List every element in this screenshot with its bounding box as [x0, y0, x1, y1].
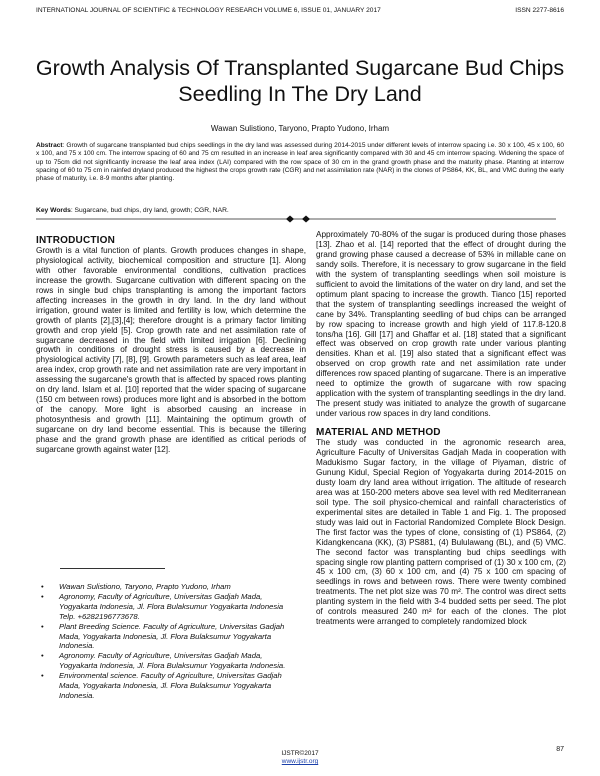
authors: Wawan Sulistiono, Taryono, Prapto Yudono, Irham — [210, 124, 390, 133]
abstract — [36, 142, 564, 183]
right-paragraph: Approximately 70-80% of the sugar is produced during those phases [13]. Zhao et al. [14] reported that the effect of drought during the grand growing phase caused a decrease of 53% in millable cane on sandy soils. Therefore, it is necessary to grow sugarcane in the field with the system of transplanting seedlings when soil moisture is sufficient to avoid the limitations of the water on dry land, and set the optimum plant spacing to increase the growth. Tianco [15] reported that the system of transplanting seedlings increased the weight of cane by 34%. Transplanting seedling of bud chips can be arranged by row spacing to increase growth and high yield of 117.8-120.8 tons/ha [16]. Gill [17] and Ghaffar et al. [18] stated that a significant effect was observed on crop growth rate under various planting densities. Khan et al. [19] also stated that a significant effect was observed on crop growth rate and net assimilation rate under differences row spaced planting of sugarcane. There is an imperative need to optimize the growth of sugarcane with row spacing application with the system of transplanting seedlings in the dry land. The present study was initiated to analyze the growth of sugarcane under various row spaces in dry land conditions. — [316, 230, 567, 419]
abstract-label: Abstract — [36, 142, 63, 149]
running-header — [36, 7, 564, 14]
keywords-label: Key Words — [36, 207, 71, 214]
method-heading: MATERIAL AND METHOD — [316, 427, 441, 439]
intro-paragraph: Growth is a vital function of plants. Growth produces changes in shape, physiological activity, biochemical composition and structure [1]. Along with other favorable environmental conditions, cultivation practices increase the growth. Sugarcane cultivation with different spacing on the rows in single bud chips transplanting is among the important factors affecting increases in the growth in dry land. In the dry land without irrigation, ground water is limited and fertility is low, which determine the growth of plants [2],[3],[4]; therefore drought is a primary factor limiting growth and crop yield [5]. Crop growth rate and net assimilation rate of sugarcane decreased in the field with limited irrigation [6]. Declining growth in conditions of drought stress is caused by a decrease in physiological activity [7], [8], [9]. Growth parameters such as leaf area, leaf area index, crop growth rate and net assimilation rate are very important in assessing the sugarcane's growth that is affected by spaced rows planting on dry land. Islam et al. [10] reported that the wider spacing of sugarcane (150 cm between rows) produces more light and is absorbed in the bottom of the canopy. More light is absorbed causing an increase in photosynthesis and growth [11]. Maintaining the optimum growth of sugarcane on dry land become essential. This is because the tillering phase and the grand growth phase are identified as critical periods of sugarcane growth against water [12]. — [36, 245, 306, 455]
journal-link[interactable]: www.ijstr.org — [281, 758, 319, 765]
footnote-item: • Agronomy, Faculty of Agriculture, Universitas Gadjah Mada, Yogyakarta Indonesia, Jl. Flora Bulaksumur Yogyakarta Indonesia Telp. +6282196773678. — [36, 592, 286, 621]
journal-name: INTERNATIONAL JOURNAL OF SCIENTIFIC & TECHNOLOGY RESEARCH VOLUME 6, ISSUE 01, JANUARY 2017 — [36, 7, 381, 14]
footnote-item: • Agronomy. Faculty of Agriculture, Universitas Gadjah Mada, Yogyakarta Indonesia, Jl. Flora Bulaksumur Yogyakarta Indonesia. — [36, 651, 286, 670]
footnote-item: • Plant Breeding Science. Faculty of Agriculture, Universitas Gadjah Mada, Yogyakarta Indonesia, Jl. Flora Bulaksumur Yogyakarta Indonesia. — [36, 622, 286, 651]
publisher-mark: IJSTR©2017 — [281, 750, 319, 757]
keywords — [36, 207, 564, 214]
footnotes — [36, 582, 286, 701]
page-number: 87 — [556, 746, 564, 753]
method-paragraph: The study was conducted in the agronomic research area, Agriculture Faculty of Universitas Gadjah Mada in cooperation with Madukismo Sugar factory, in the village of Piyaman, distric of Gunung Kidul, Special Region of Yogyakarta during 2014-2015 on dusty loam dry land area without irrigation. The altitude of research area was at 150-200 meters above sea level with red Mediterranean soil type. The soil physico-chemical and rainfall characteristics of experimental sites are detailed in Table 1 and Fig. 1. The proposed study was laid out in Factorial Randomized Complete Block Design. The first factor was the types of clone, consisting of (1) PS864, (2) Kidangkencana (KK), (3) PS881, (4) Bululawang (BL), and (5) VMC. The second factor was transplanting bud chips seedlings with spacing single row planting pattern comprised of (1) 30 x 100 cm, (2) 45 x 100 cm, (3) 60 x 100 cm, and (4) 75 x 100 cm spacing of seedlings in rows and between rows. There were twenty combined treatments. The net plot size was 70 m². The control was direct setts planting system in the field with 3-4 budded setts per seed. The plot of controls measured 240 m² for each of the clones. The plot treatments were arranged to completely randomized block — [316, 438, 566, 627]
section-divider — [36, 214, 564, 224]
footnote-rule — [60, 568, 165, 569]
intro-heading: INTRODUCTION — [36, 235, 116, 246]
abstract-text: : Growth of sugarcane transplanted bud chips seedlings in the dry land was assessed during 2014-2015 under different levels of interrow spacing i.e. 30 x 100, 45 x 100, 60 x 100, and 75 x 100 cm. The interrow spacing of 60 and 75 cm resulted in an increase in leaf area significantly compared with 30 and 45 cm interrow spacing. Widening the space of up to 75cm did not significantly increase the leaf area index (LAI) compared with the row space of 30 cm in the grand growth phase and the maturity phase. Planting at interrow spacing of 60 to 75 cm in rainfed dryland produced the highest the crops growth rate (CGR) and net assimilation rate (NAR) in the clones of PS864, KK, BL, and VMC during the early phase of maturity, i.e. 8-9 months after planting. — [36, 142, 564, 183]
right-column — [316, 230, 566, 627]
keywords-text: : Sugarcane, bud chips, dry land, growth; CGR, NAR. — [70, 207, 229, 214]
issn: ISSN 2277-8616 — [515, 7, 564, 14]
page-footer — [0, 750, 600, 766]
left-column — [36, 236, 306, 455]
footnote-item: • Environmental science. Faculty of Agriculture, Universitas Gadjah Mada, Yogyakarta Indonesia, Jl. Flora Bulaksumur Yogyakarta Indonesia. — [36, 671, 286, 700]
paper-title: Growth Analysis Of Transplanted Sugarcane Bud Chips Seedling In The Dry Land — [35, 56, 565, 106]
footnote-item: • Wawan Sulistiono, Taryono, Prapto Yudono, Irham — [36, 582, 286, 592]
